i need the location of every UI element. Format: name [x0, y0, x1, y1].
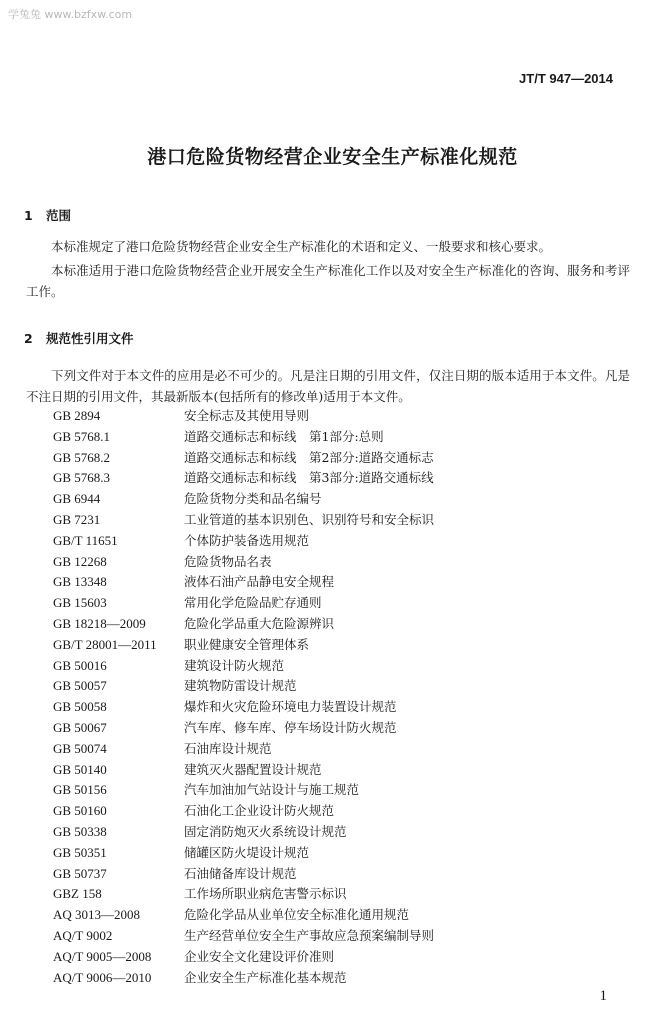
reference-title: 生产经营单位安全生产事故应急预案编制导则: [184, 927, 435, 943]
reference-code: AQ/T 9005—2008: [53, 948, 152, 964]
reference-code: AQ 3013—2008: [53, 907, 141, 923]
reference-row: [53, 676, 434, 697]
reference-row: [53, 697, 434, 718]
reference-title: 固定消防炮灭火系统设计规范: [184, 823, 347, 839]
reference-row: [53, 635, 434, 656]
section-2-intro: 下列文件对于本文件的应用是必不可少的。凡是注日期的引用文件，仅注日期的版本适用于本文件。凡是不注日期的引用文件，其最新版本(包括所有的修改单)适用于本文件。: [26, 368, 630, 404]
reference-title: 危险化学品从业单位安全标准化通用规范: [184, 907, 410, 923]
reference-row: [53, 552, 434, 573]
reference-code: GB 6944: [53, 491, 101, 507]
reference-title: 建筑设计防火规范: [184, 657, 285, 673]
reference-row: [53, 427, 434, 448]
reference-code: GBZ 158: [53, 886, 102, 902]
reference-title: 危险货物品名表: [184, 553, 272, 569]
watermark: 学兔兔 www.bzfxw.com: [8, 8, 133, 21]
reference-code: GB/T 11651: [53, 532, 118, 548]
reference-title: 安全标志及其使用导则: [184, 408, 310, 423]
reference-title: 石油库设计规范: [184, 740, 272, 756]
reference-row: [53, 968, 434, 989]
reference-title: 建筑灭火器配置设计规范: [184, 761, 322, 777]
reference-code: GB 50160: [53, 803, 107, 819]
section-1-heading: [24, 206, 71, 224]
section-1-paragraph-2: 本标准适用于港口危险货物经营企业开展安全生产标准化工作以及对安全生产标准化的咨询、服务和考评工作。: [26, 263, 630, 299]
reference-code: GB 5768.3: [53, 470, 111, 486]
reference-list: [53, 406, 434, 988]
reference-code: GB 13348: [53, 574, 107, 590]
reference-row: [53, 760, 434, 781]
reference-title: 工业管道的基本识别色、识别符号和安全标识: [184, 511, 435, 527]
reference-title: 道路交通标志和标线 第2部分:道路交通标志: [184, 449, 434, 465]
reference-code: GB 50057: [53, 678, 107, 694]
reference-row: [53, 739, 434, 760]
reference-row: [53, 614, 434, 635]
reference-code: GB 18218—2009: [53, 615, 146, 631]
reference-row: [53, 510, 434, 531]
reference-code: GB 50067: [53, 719, 107, 735]
reference-title: 职业健康安全管理体系: [184, 636, 310, 652]
reference-row: [53, 926, 434, 947]
reference-title: 个体防护装备选用规范: [184, 532, 310, 548]
reference-code: AQ/T 9002: [53, 927, 113, 943]
reference-title: 石油化工企业设计防火规范: [184, 803, 335, 819]
section-2-heading: [24, 329, 134, 347]
reference-code: GB 50140: [53, 761, 107, 777]
reference-row: [53, 947, 434, 968]
reference-code: AQ/T 9006—2010: [53, 969, 152, 985]
reference-row: [53, 801, 434, 822]
section-1-paragraph-1: 本标准规定了港口危险货物经营企业安全生产标准化的术语和定义、一般要求和核心要求。: [51, 239, 552, 254]
reference-code: GB/T 28001—2011: [53, 636, 157, 652]
reference-row: [53, 489, 434, 510]
reference-row: [53, 905, 434, 926]
section-1-title: 范围: [46, 208, 72, 223]
reference-code: GB 5768.1: [53, 428, 111, 444]
reference-code: GB 50058: [53, 699, 107, 715]
reference-row: [53, 780, 434, 801]
document-title: 港口危险货物经营企业安全生产标准化规范: [147, 146, 518, 168]
reference-code: GB 50737: [53, 865, 107, 881]
reference-row: [53, 572, 434, 593]
reference-title: 建筑物防雷设计规范: [184, 678, 297, 694]
reference-row: [53, 864, 434, 885]
reference-code: GB 5768.2: [53, 449, 111, 465]
reference-code: GB 50338: [53, 823, 107, 839]
reference-row: [53, 822, 434, 843]
reference-title: 企业安全生产标准化基本规范: [184, 969, 347, 985]
reference-row: [53, 448, 434, 469]
section-2-number: 2: [24, 331, 33, 346]
reference-title: 道路交通标志和标线 第3部分:道路交通标线: [184, 470, 434, 486]
reference-row: [53, 718, 434, 739]
reference-title: 常用化学危险品贮存通则: [184, 595, 322, 611]
standard-code: JT/T 947—2014: [519, 71, 613, 86]
reference-row: [53, 843, 434, 864]
reference-title: 道路交通标志和标线 第1部分:总则: [184, 428, 384, 444]
reference-title: 汽车库、修车库、停车场设计防火规范: [184, 719, 397, 735]
reference-title: 汽车加油加气站设计与施工规范: [184, 782, 360, 798]
reference-code: GB 50156: [53, 782, 107, 798]
reference-row: [53, 468, 434, 489]
reference-title: 危险货物分类和品名编号: [184, 491, 322, 507]
reference-row: [53, 531, 434, 552]
reference-title: 液体石油产品静电安全规程: [184, 574, 335, 590]
reference-row: [53, 884, 434, 905]
reference-title: 爆炸和火灾危险环境电力装置设计规范: [184, 699, 397, 715]
reference-code: GB 50351: [53, 844, 107, 860]
reference-code: GB 2894: [53, 408, 101, 423]
reference-title: 危险化学品重大危险源辨识: [184, 615, 335, 631]
reference-title: 储罐区防火堤设计规范: [184, 844, 310, 860]
reference-row: [53, 406, 434, 427]
reference-code: GB 12268: [53, 553, 107, 569]
reference-title: 企业安全文化建设评价准则: [184, 948, 335, 964]
page-number: 1: [599, 988, 607, 1004]
reference-code: GB 15603: [53, 595, 107, 611]
reference-row: [53, 593, 434, 614]
reference-code: GB 50074: [53, 740, 107, 756]
reference-title: 工作场所职业病危害警示标识: [184, 886, 347, 902]
section-2-title: 规范性引用文件: [46, 331, 134, 346]
reference-code: GB 50016: [53, 657, 107, 673]
reference-code: GB 7231: [53, 511, 101, 527]
reference-row: [53, 656, 434, 677]
section-1-number: 1: [24, 208, 33, 223]
reference-title: 石油储备库设计规范: [184, 865, 297, 881]
